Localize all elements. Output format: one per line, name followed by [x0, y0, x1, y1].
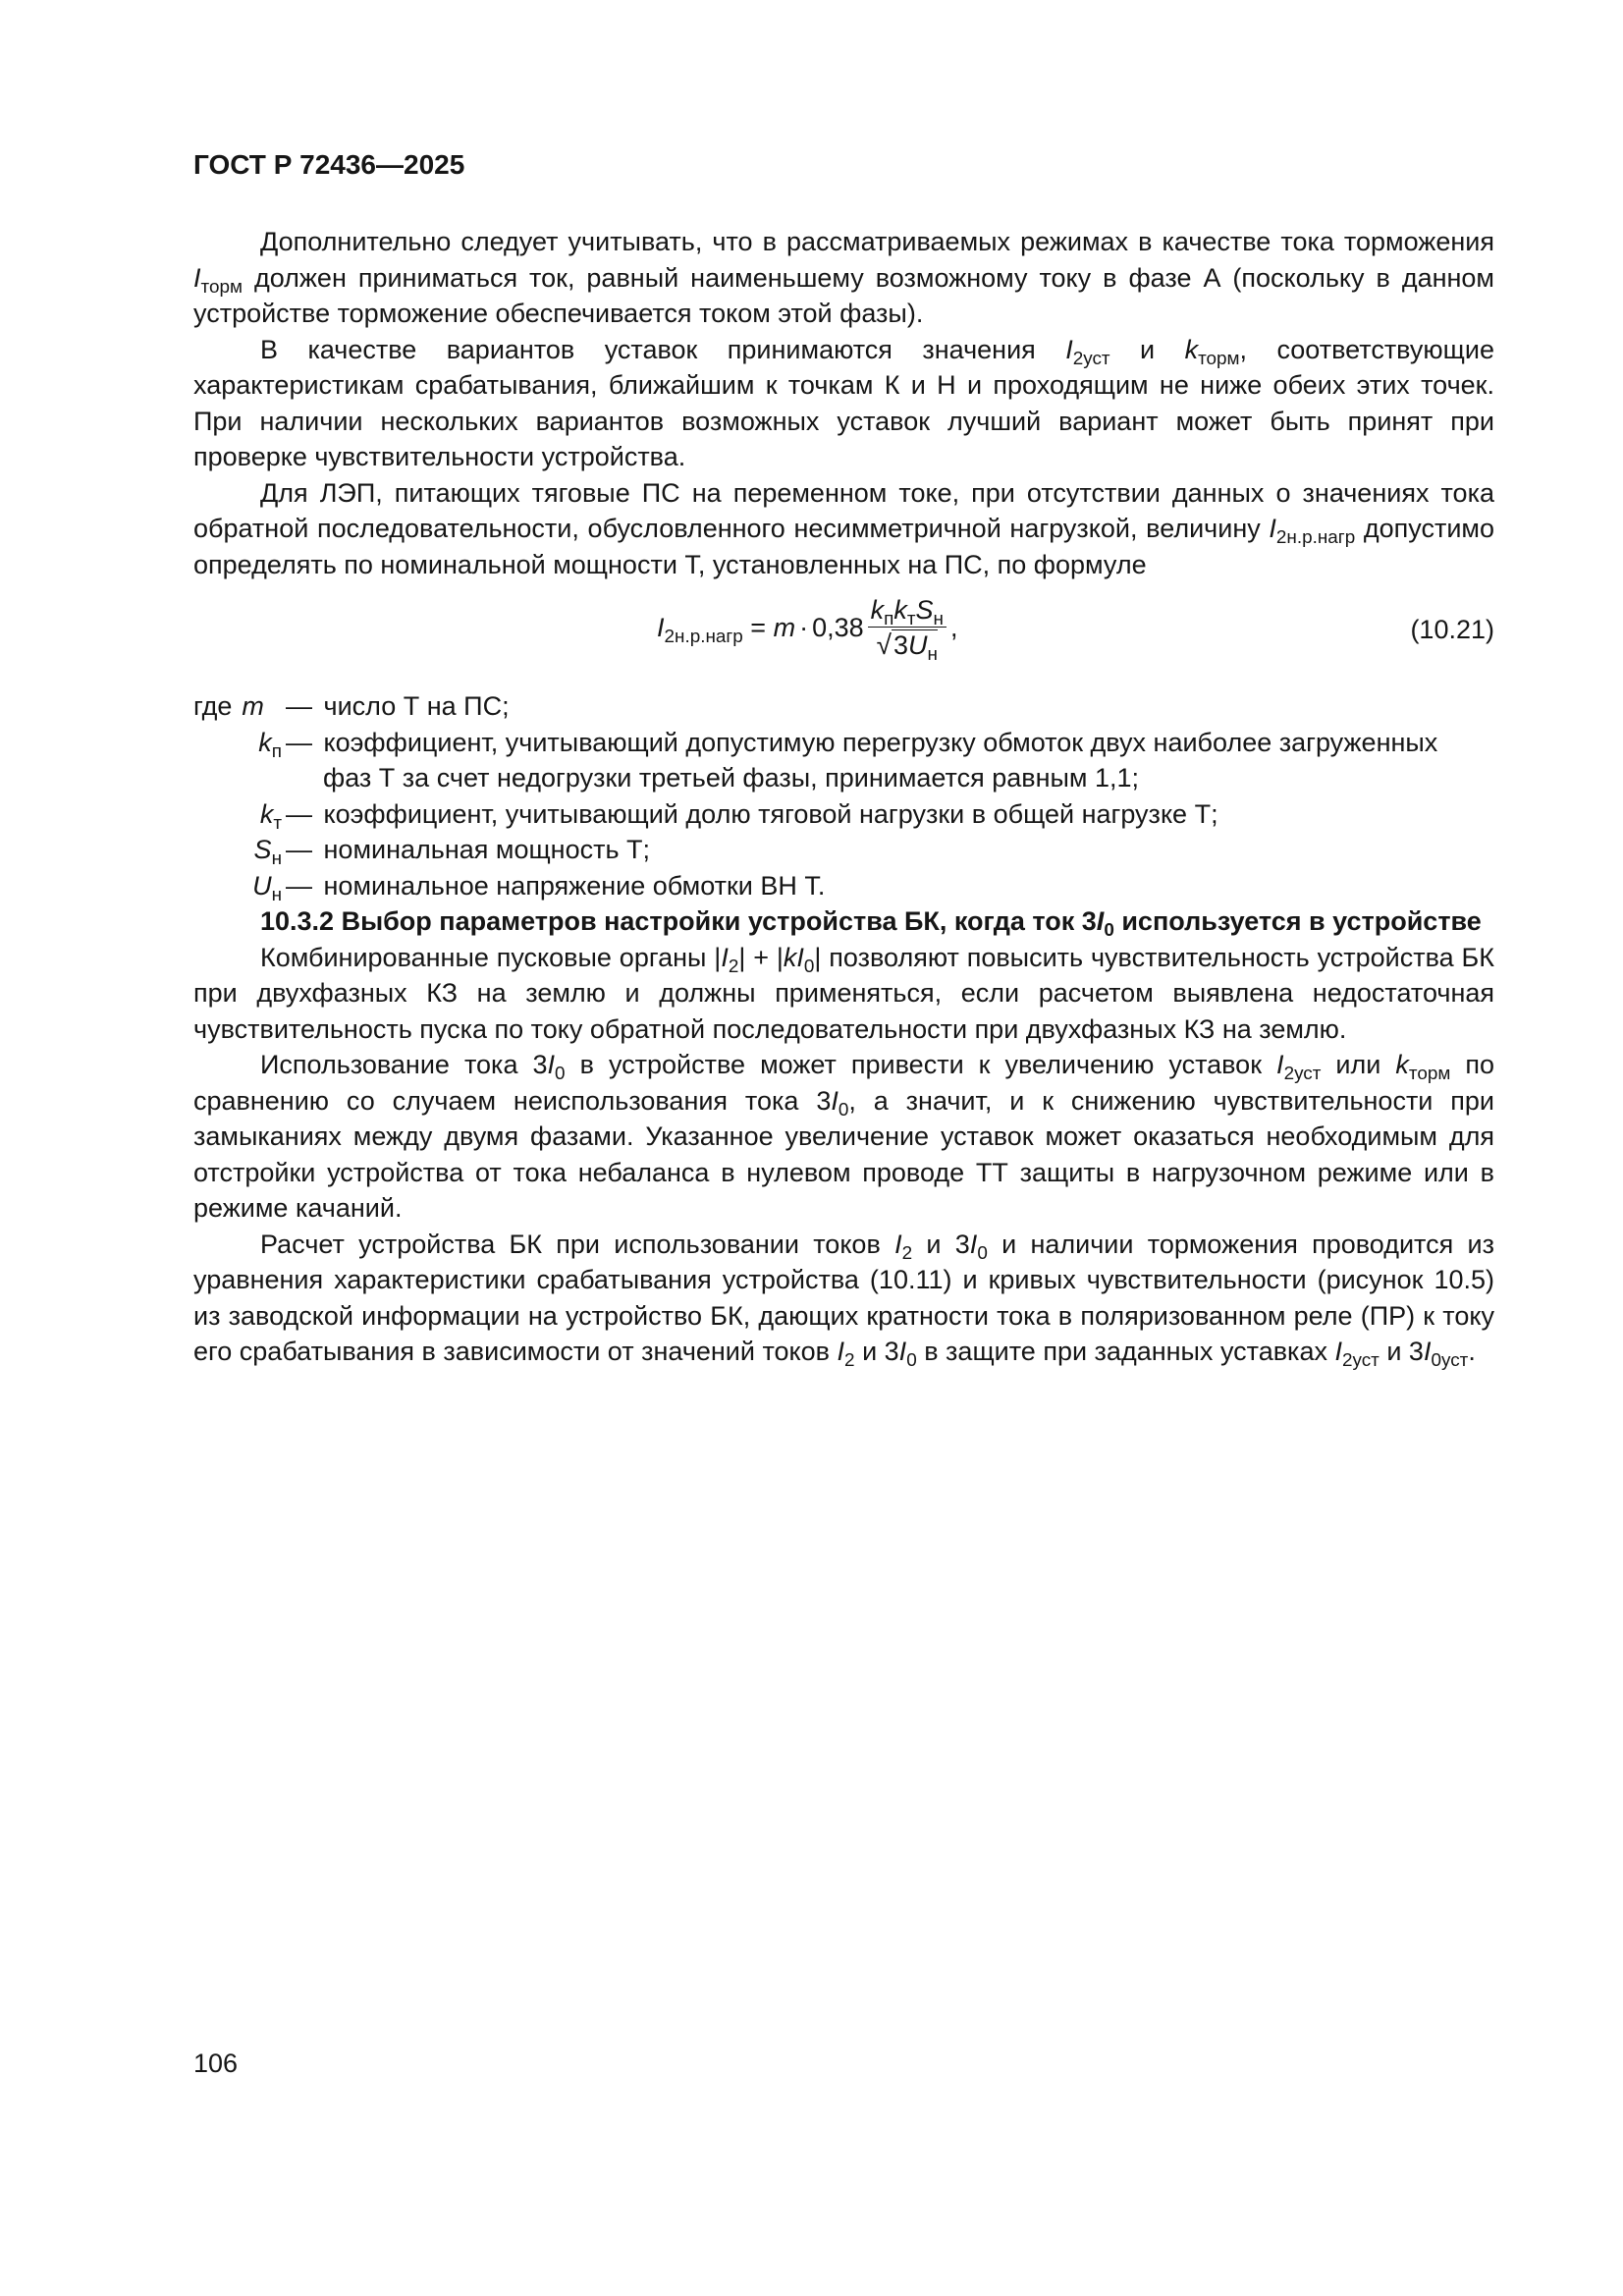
paragraph-setting-variants: В качестве вариантов уставок принимаются значения $I_{2уст}$ и $k_{торм}$, соответствующие характеристикам срабатывания, ближайшим к точкам К и Н и проходящим не ниже обеих этих точек. При наличии нескольких вариантов возможных уставок лучший вариант может быть принят при проверке чувствительности устройства. [193, 334, 1494, 471]
document-header: ГОСТ Р 72436—2025 [193, 149, 465, 180]
fraction-numerator: $k_пk_тS_н$ [868, 593, 947, 628]
legend-item-m: где m — число Т на ПС; [193, 691, 510, 721]
paragraph-bk-calculation: Расчет устройства БК при использовании токов $I_2$ и $3I_0$ и наличии торможения проводится из уравнения характеристики срабатывания устройства (10.11) и кривых чувствительности (рисунок 10.5) из заводской информации на устройство БК, дающих кратности тока в поляризованном реле (ПР) к току его срабатывания в зависимости от значений токов $I_2$ и $3I_0$ в защите при заданных уставках $I_{2уст}$ и $3I_{0уст}$. [193, 1229, 1494, 1372]
legend-item-u: $U_н$ — номинальное напряжение обмотки ВН Т. [252, 870, 826, 905]
fraction-denominator: $√3U_н$ [876, 629, 938, 666]
formula-10-21 [193, 582, 1494, 688]
formula-number: (10.21) [1410, 615, 1494, 644]
formula-fraction [868, 593, 947, 666]
legend-item-kp: $k_п$ — коэффициент, учитывающий допустимую перегрузку обмоток двух наиболее загруженных фаз Т за счет недогрузки третьей фазы, принимается равным 1,1; [258, 727, 1438, 793]
body-text [193, 224, 1494, 1370]
paragraph-combined-starters: Комбинированные пусковые органы $|I_2| + |kI_0|$ позволяют повысить чувствительность устройства БК при двухфазных КЗ на землю и должны применяться, если расчетом выявлена недостаточная чувствительность пуска по току обратной последовательности при двухфазных КЗ на землю. [193, 942, 1494, 1044]
symbol-legend [193, 688, 1494, 903]
legend-item-s: $S_н$ — номинальная мощность Т; [253, 835, 651, 870]
sqrt-icon: √ [876, 629, 893, 660]
paragraph-zero-sequence-use: Использование тока $3I_0$ в устройстве может привести к увеличению уставок $I_{2уст}$ или $k_{торм}$ по сравнению со случаем неиспользования тока $3I_0$, а значит, и к снижению чувствительности при замыканиях между двумя фазами. Указанное увеличение уставок может оказаться необходимым для отстройки устройства от тока небаланса в нулевом проводе ТТ защиты в нагрузочном режиме или в режиме качаний. [193, 1050, 1495, 1223]
formula-expression: $I_{2н.р.нагр}$ = m · 0,38 $\frac{k_пk_тS_н}{√3U_н}$ , [657, 595, 958, 666]
clause-heading-10-3-2: 10.3.2 Выбор параметров настройки устройства БК, когда ток $3I_0$ используется в устройстве [260, 906, 1482, 942]
paragraph-braking-current: Дополнительно следует учитывать, что в рассматриваемых режимах в качестве тока торможения $I_{торм}$ должен приниматься ток, равный наименьшему возможному току в фазе А (поскольку в данном устройстве торможение обеспечивается током этой фазы). [193, 227, 1494, 328]
page-number: 106 [193, 2049, 239, 2078]
paragraph-traction-lines: Для ЛЭП, питающих тяговые ПС на переменном токе, при отсутствии данных о значениях тока обратной последовательности, обусловленного несимметричной нагрузкой, величину $I_{2н.р.нагр}$ допустимо определять по номинальной мощности Т, установленных на ПС, по формуле [193, 477, 1494, 579]
legend-item-kt: $k_т$ — коэффициент, учитывающий долю тяговой нагрузки в общей нагрузке Т; [259, 798, 1218, 834]
